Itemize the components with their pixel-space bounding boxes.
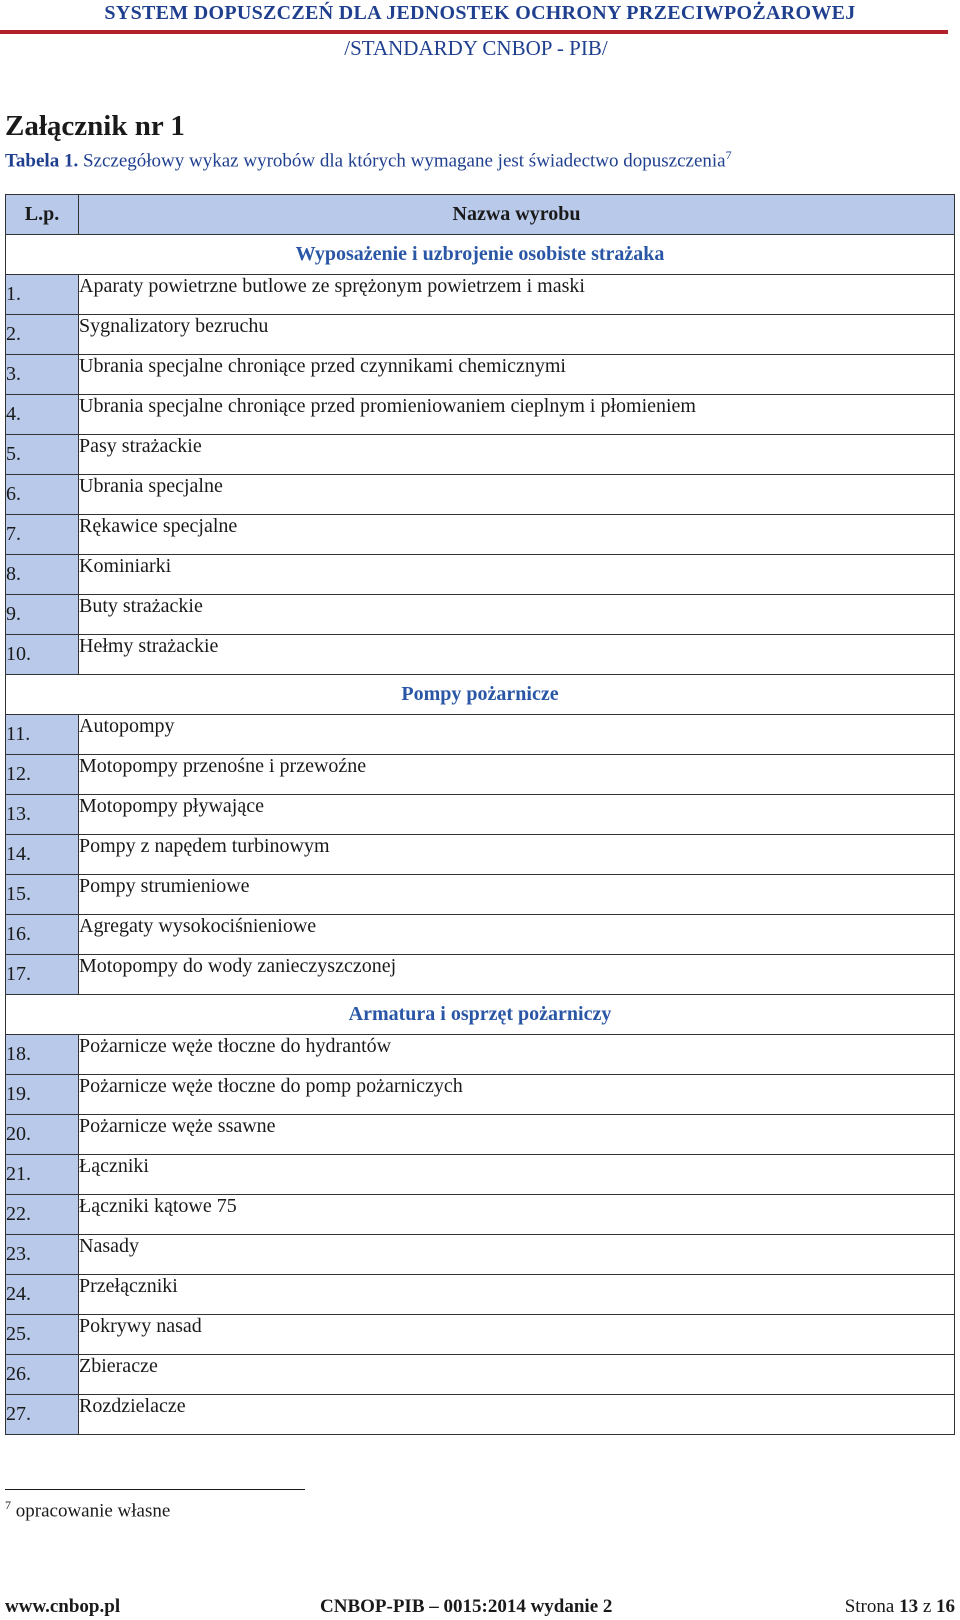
row-number: 1. (6, 275, 79, 315)
product-name: Łączniki kątowe 75 (79, 1195, 955, 1235)
row-number: 17. (6, 955, 79, 995)
section-row (6, 235, 955, 275)
product-name: Sygnalizatory bezruchu (79, 315, 955, 355)
table-row (6, 1075, 955, 1115)
table-row (6, 395, 955, 435)
row-number: 13. (6, 795, 79, 835)
table-row (6, 1275, 955, 1315)
row-number: 9. (6, 595, 79, 635)
table-row (6, 1155, 955, 1195)
page-footer (5, 1596, 955, 1618)
row-number: 6. (6, 475, 79, 515)
section-title: Armatura i osprzęt pożarniczy (6, 995, 955, 1035)
row-number: 25. (6, 1315, 79, 1355)
table-body (6, 235, 955, 1435)
footnote-reference: 7 (725, 148, 732, 162)
row-number: 22. (6, 1195, 79, 1235)
row-number: 7. (6, 515, 79, 555)
row-number: 10. (6, 635, 79, 675)
row-number: 2. (6, 315, 79, 355)
row-number: 16. (6, 915, 79, 955)
table-row (6, 715, 955, 755)
footnote-text: opracowanie własne (11, 1500, 171, 1522)
product-name: Pożarnicze węże ssawne (79, 1115, 955, 1155)
product-name: Ubrania specjalne chroniące przed czynnikami chemicznymi (79, 355, 955, 395)
document-header-subtitle: /STANDARDY CNBOP - PIB/ (344, 36, 608, 60)
row-number: 5. (6, 435, 79, 475)
row-number: 14. (6, 835, 79, 875)
footer-page-number (845, 1596, 955, 1618)
row-number: 8. (6, 555, 79, 595)
table-row (6, 275, 955, 315)
row-number: 20. (6, 1115, 79, 1155)
table-row (6, 1355, 955, 1395)
table-row (6, 875, 955, 915)
product-name: Aparaty powietrzne butlowe ze sprężonym powietrzem i maski (79, 275, 955, 315)
product-name: Przełączniki (79, 1275, 955, 1315)
table-row (6, 435, 955, 475)
table-row (6, 1395, 955, 1435)
row-number: 11. (6, 715, 79, 755)
product-name: Ubrania specjalne (79, 475, 955, 515)
table-row (6, 1195, 955, 1235)
header-rule (0, 30, 948, 34)
row-number: 26. (6, 1355, 79, 1395)
table-row (6, 1035, 955, 1075)
row-number: 24. (6, 1275, 79, 1315)
row-number: 18. (6, 1035, 79, 1075)
product-name: Pożarnicze węże tłoczne do hydrantów (79, 1035, 955, 1075)
page-current: 13 (899, 1596, 919, 1617)
product-name: Autopompy (79, 715, 955, 755)
table-row (6, 635, 955, 675)
row-number: 15. (6, 875, 79, 915)
table-row (6, 755, 955, 795)
product-name: Motopompy do wody zanieczyszczonej (79, 955, 955, 995)
product-name: Łączniki (79, 1155, 955, 1195)
row-number: 12. (6, 755, 79, 795)
footer-document-id: CNBOP-PIB – 0015:2014 wydanie 2 (320, 1596, 613, 1617)
table-row (6, 1315, 955, 1355)
table-row (6, 355, 955, 395)
table-row (6, 835, 955, 875)
product-name: Rękawice specjalne (79, 515, 955, 555)
footnote (5, 1498, 170, 1522)
table-row (6, 515, 955, 555)
annex-title: Załącznik nr 1 (5, 110, 185, 142)
products-table (5, 194, 955, 1435)
product-name: Motopompy pływające (79, 795, 955, 835)
page-prefix: Strona (844, 1596, 900, 1617)
table-row (6, 915, 955, 955)
row-number: 4. (6, 395, 79, 435)
page-mid: z (918, 1596, 936, 1617)
product-name: Buty strażackie (79, 595, 955, 635)
page-total: 16 (936, 1596, 955, 1617)
product-name: Ubrania specjalne chroniące przed promieniowaniem cieplnym i płomieniem (79, 395, 955, 435)
product-name: Pasy strażackie (79, 435, 955, 475)
section-row (6, 995, 955, 1035)
row-number: 27. (6, 1395, 79, 1435)
table-row (6, 795, 955, 835)
product-name: Pożarnicze węże tłoczne do pomp pożarniczych (79, 1075, 955, 1115)
table-header-row (6, 195, 955, 235)
footnote-number: 7 (5, 1498, 11, 1512)
row-number: 21. (6, 1155, 79, 1195)
product-name: Pompy z napędem turbinowym (79, 835, 955, 875)
product-name: Pompy strumieniowe (79, 875, 955, 915)
table-row (6, 475, 955, 515)
section-row (6, 675, 955, 715)
product-name: Motopompy przenośne i przewoźne (79, 755, 955, 795)
table-row (6, 955, 955, 995)
table-row (6, 1235, 955, 1275)
product-name: Hełmy strażackie (79, 635, 955, 675)
table-row (6, 595, 955, 635)
footnote-rule (5, 1489, 305, 1490)
footer-website-link[interactable]: www.cnbop.pl (5, 1596, 121, 1617)
table-row (6, 555, 955, 595)
product-name: Zbieracze (79, 1355, 955, 1395)
column-header-lp: L.p. (6, 195, 79, 235)
product-name: Kominiarki (79, 555, 955, 595)
section-title: Pompy pożarnicze (6, 675, 955, 715)
row-number: 23. (6, 1235, 79, 1275)
product-name: Rozdzielacze (79, 1395, 955, 1435)
table-caption (5, 148, 732, 172)
table-row (6, 1115, 955, 1155)
product-name: Nasady (79, 1235, 955, 1275)
product-name: Pokrywy nasad (79, 1315, 955, 1355)
row-number: 3. (6, 355, 79, 395)
document-header-title: SYSTEM DOPUSZCZEŃ DLA JEDNOSTEK OCHRONY PRZECIWPOŻAROWEJ (104, 2, 856, 24)
table-caption-label: Tabela 1. (5, 150, 79, 172)
column-header-name: Nazwa wyrobu (79, 195, 955, 235)
table-row (6, 315, 955, 355)
section-title: Wyposażenie i uzbrojenie osobiste strażaka (6, 235, 955, 275)
table-caption-text: Szczegółowy wykaz wyrobów dla których wymagane jest świadectwo dopuszczenia (78, 150, 726, 172)
row-number: 19. (6, 1075, 79, 1115)
product-name: Agregaty wysokociśnieniowe (79, 915, 955, 955)
